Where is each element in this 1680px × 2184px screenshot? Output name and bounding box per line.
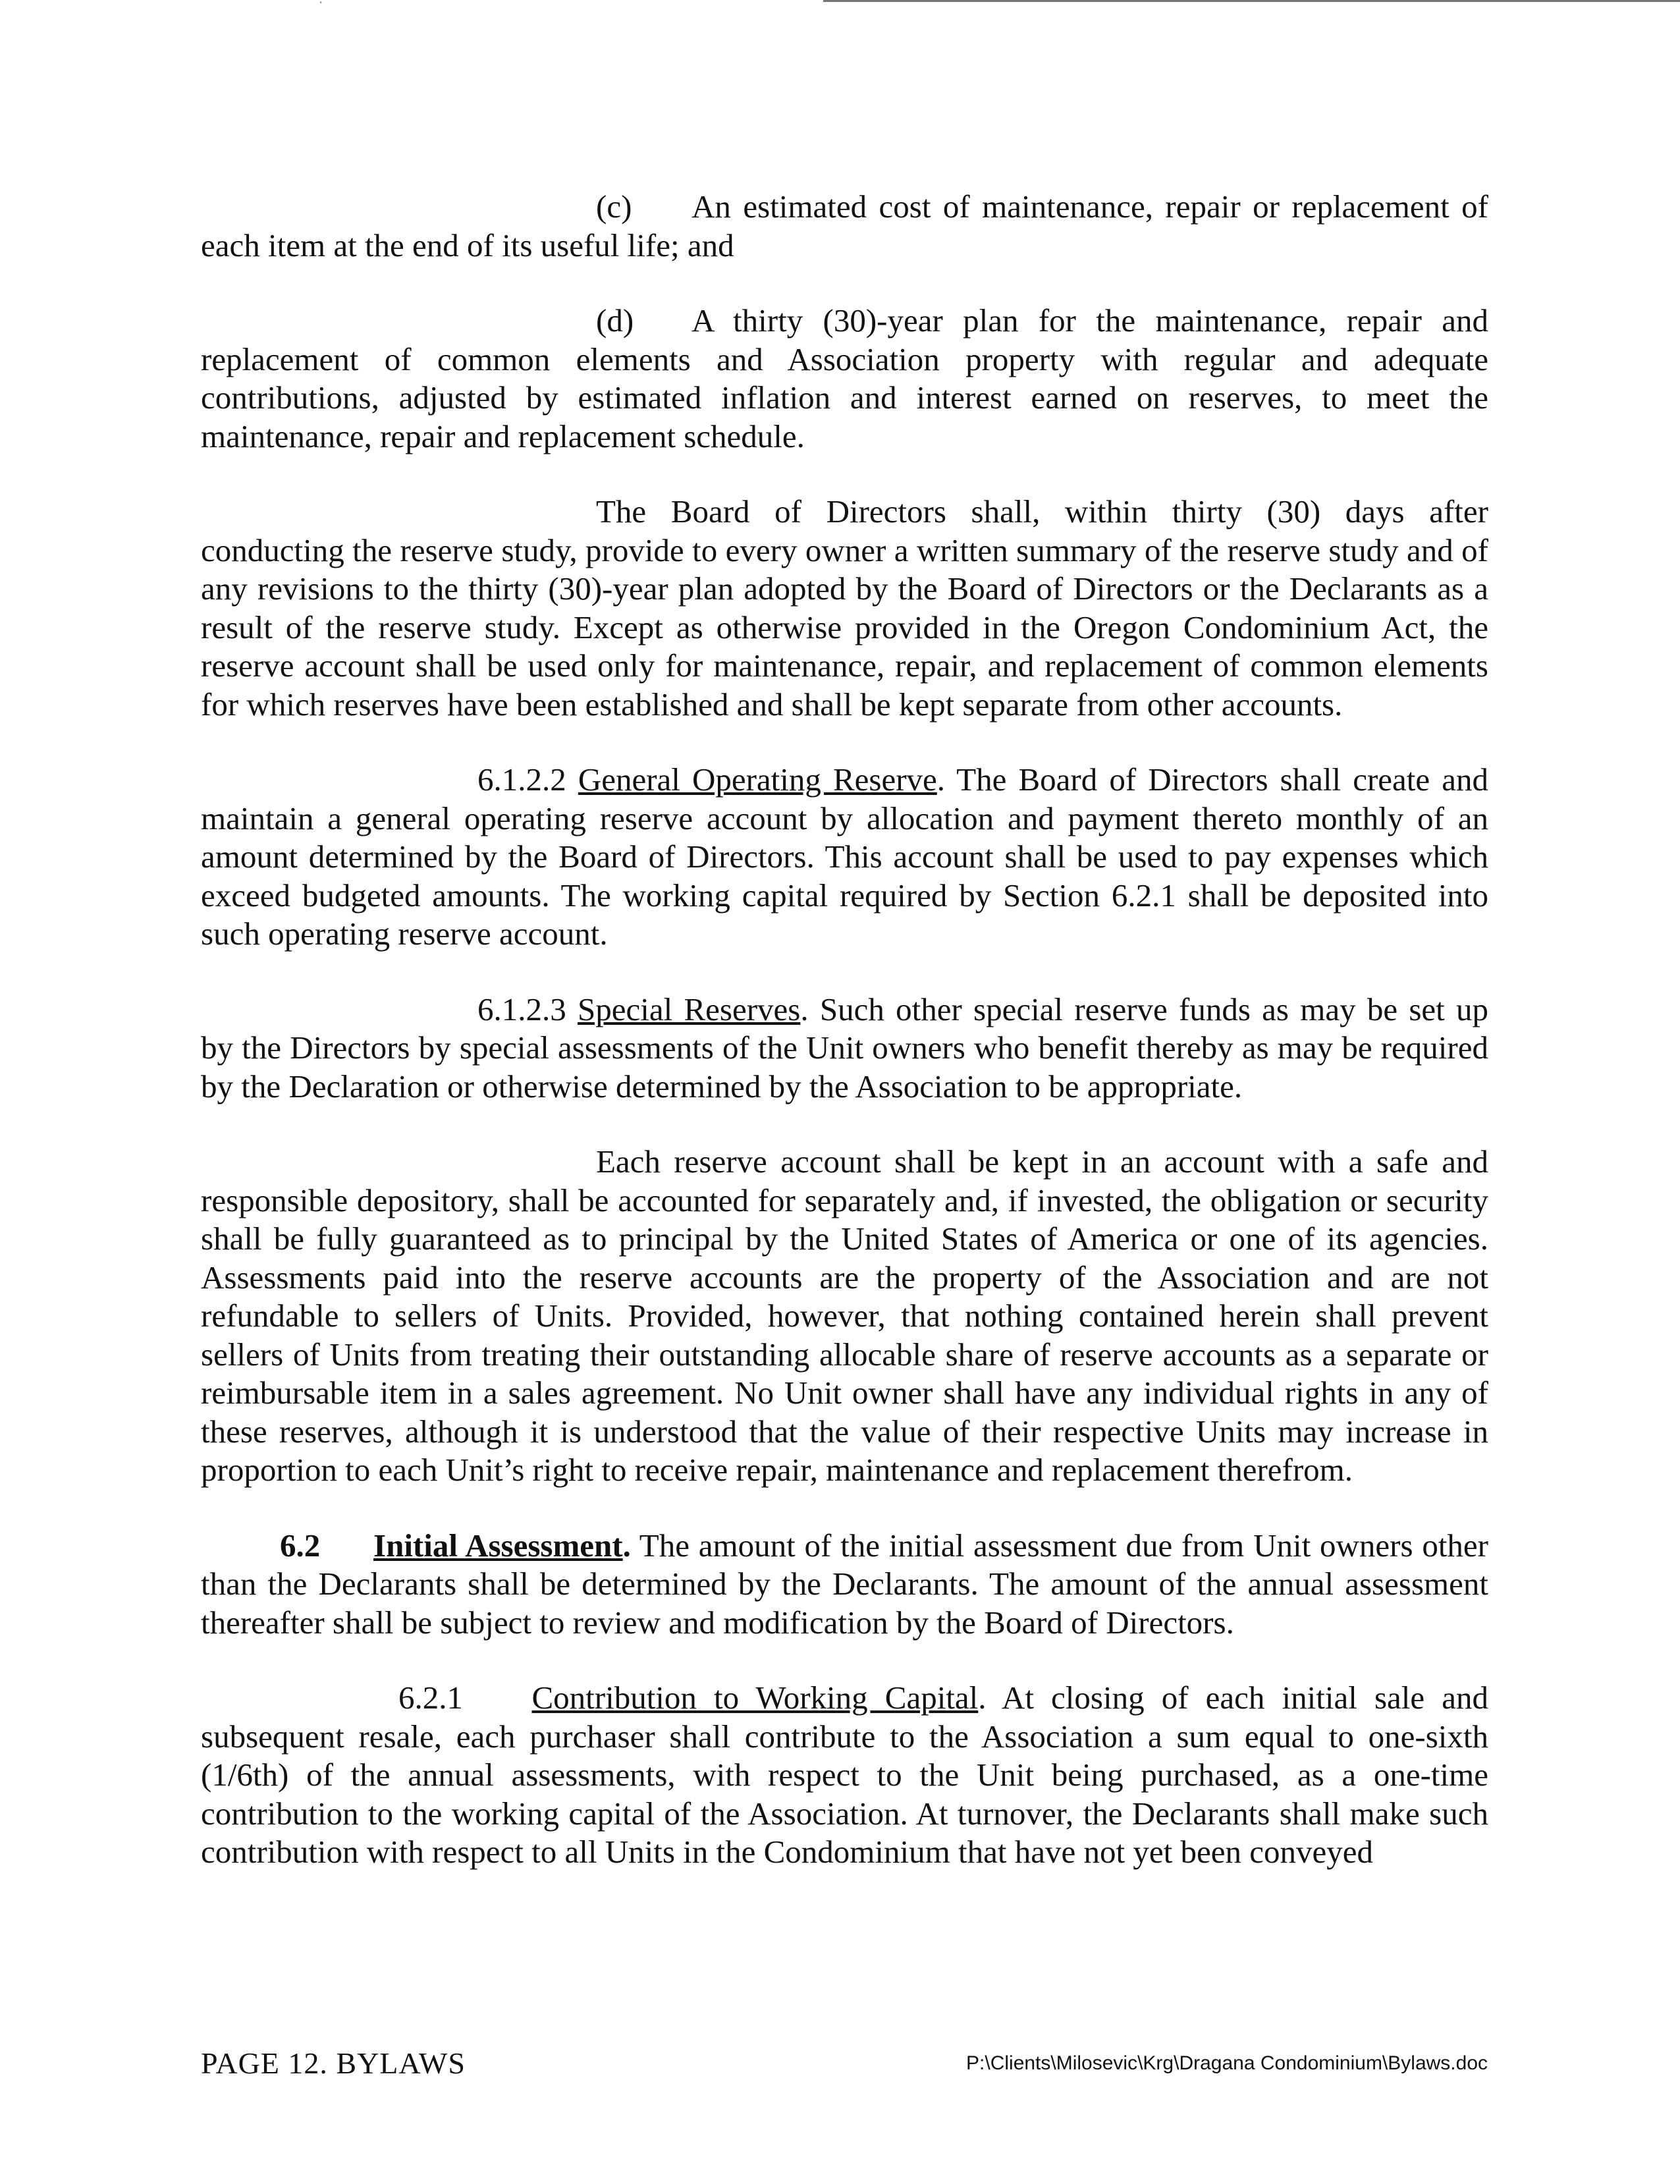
section-6-1-2-2-number: 6.1.2.2 bbox=[477, 761, 566, 798]
scan-edge-line bbox=[823, 0, 1680, 2]
section-6-1-2-2-text: . The Board of Directors shall create and maintain a general operating reserve account by allocation and payment thereto monthly of an amount determined by the Board of Directors. This account shall be used to pay expenses which exceed budgeted amounts. The working capital required by Section 6.2.1 shall be deposited into such operating reserve account. bbox=[201, 761, 1488, 952]
section-6-2-1-text: . At closing of each initial sale and subsequent resale, each purchaser shall contribute to the Association a sum equal to one-sixth (1/6th) of the annual assessments, with respect to the Unit being purchased, as a one-time contribution to the working capital of the Association. At turnover, the Declarants shall make such contribution with respect to all Units in the Condominium that have not yet been conveyed bbox=[201, 1679, 1488, 1870]
section-6-2-1-number: 6.2.1 bbox=[398, 1679, 463, 1716]
item-c-text: An estimated cost of maintenance, repair or replacement of each item at the end of its useful life; and bbox=[201, 188, 1488, 263]
board-paragraph: The Board of Directors shall, within thirty (30) days after conducting the reserve study, provide to every owner a written summary of the reserve study and of any revisions to the thirty (30)-year plan adopted by the Board of Directors or the Declarants as a result of the reserve study. Except as otherwise provided in the Oregon Condominium Act, the reserve account shall be used only for maintenance, repair, and replacement of common elements for which reserves have been established and shall be kept separate from other accounts. bbox=[201, 493, 1488, 723]
each-reserve-paragraph: Each reserve account shall be kept in an account with a safe and responsible depository, shall be accounted for separately and, if invested, the obligation or security shall be fully guaranteed as to principal by the United States of America or one of its agencies. Assessments paid into the reserve accounts are the property of the Association and are not refundable to sellers of Units. Provided, however, that nothing contained herein shall prevent sellers of Units from treating their outstanding allocable share of reserve accounts as a separate or reimbursable item in a sales agreement. No Unit owner shall have any individual rights in any of these reserves, although it is understood that the value of their respective Units may increase in proportion to each Unit’s right to receive repair, maintenance and replacement therefrom. bbox=[201, 1143, 1488, 1488]
item-c bbox=[201, 188, 1488, 265]
item-d-text: A thirty (30)-year plan for the maintenance, repair and replacement of common elements and Association property with regular and adequate contributions, adjusted by estimated inflation and interest earned on reserves, to meet the maintenance, repair and replacement schedule. bbox=[201, 302, 1488, 454]
section-6-2-1-title: Contribution to Working Capital bbox=[531, 1679, 979, 1716]
item-d bbox=[201, 302, 1488, 456]
document-page bbox=[201, 188, 1488, 1872]
section-6-1-2-3-text: . Such other special reserve funds as may be set up by the Directors by special assessments of the Unit owners who benefit thereby as may be required by the Declaration or otherwise determined by the Association to be appropriate. bbox=[201, 991, 1488, 1105]
section-6-2-title: Initial Assessment bbox=[373, 1527, 623, 1564]
section-6-1-2-3-number: 6.1.2.3 bbox=[477, 991, 566, 1027]
scan-artifact bbox=[320, 1, 321, 3]
section-6-1-2-3 bbox=[201, 991, 1488, 1106]
footer-page-label: PAGE 12. BYLAWS bbox=[201, 2046, 466, 2080]
footer-file-path: P:\Clients\Milosevic\Krg\Dragana Condominium\Bylaws.doc bbox=[966, 2052, 1488, 2074]
item-d-label: (d) bbox=[596, 302, 634, 339]
section-6-2-text: The amount of the initial assessment due from Unit owners other than the Declarants shall be determined by the Declarants. The amount of the annual assessment thereafter shall be subject to review and modification by the Board of Directors. bbox=[201, 1527, 1488, 1641]
section-6-2-title-end: . bbox=[622, 1527, 631, 1564]
item-c-label: (c) bbox=[596, 188, 632, 225]
section-6-2-number: 6.2 bbox=[280, 1527, 321, 1564]
section-6-2 bbox=[201, 1527, 1488, 1643]
section-6-2-1 bbox=[201, 1679, 1488, 1872]
section-6-1-2-2 bbox=[201, 761, 1488, 954]
section-6-1-2-3-title: Special Reserves bbox=[578, 991, 801, 1027]
section-6-1-2-2-title: General Operating Reserve bbox=[578, 761, 937, 798]
